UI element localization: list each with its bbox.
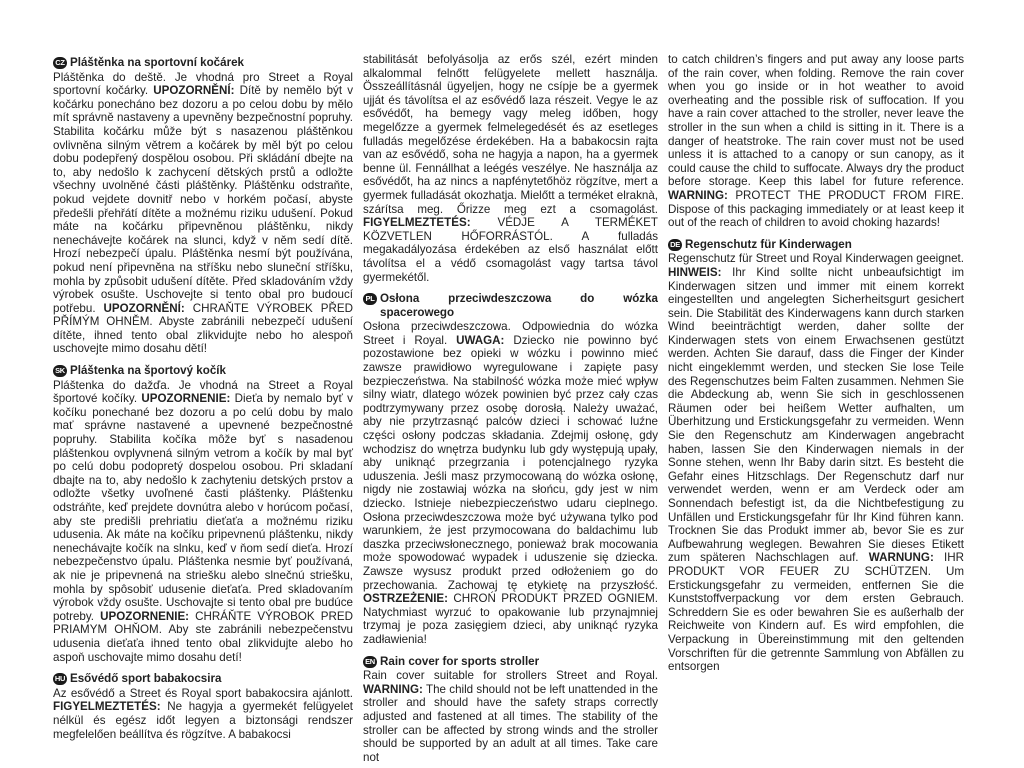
body-text: Regenschutz für Street und Royal Kinderwagen geeignet. <box>668 252 964 266</box>
body-text: VÉDJE A TERMÉKET KÖZVETLEN HŐFORRÁSTÓL. A fulladás megakadályozása érdekében az első használat előtt távolítsa el a védő csomagolást vagy tartsa távol gyermekétől. <box>363 216 658 284</box>
section-title: Esővédő sport babakocsira <box>70 672 222 686</box>
warning-label: UWAGA: <box>456 333 505 347</box>
language-badge-icon: HU <box>54 674 66 684</box>
section-title: Regenschutz für Kinderwagen <box>685 237 852 251</box>
warning-label: FIGYELMEZTETÉS: <box>363 216 471 230</box>
body-text: Pláštěnka do deště. Je vhodná pro Street a Royal sportovní kočárky. <box>53 70 353 98</box>
body-text: Osłona przeciwdeszczowa. Odpowiednia do wózka Street i Royal. <box>363 320 658 347</box>
section-title: Osłona przeciwdeszczowa do wózka spacerowego <box>380 292 658 319</box>
body-text: CHRAŇTE VÝROBEK PŘED PŘÍMÝM OHNĚM. Abyste zabránili nebezpečí udušení dítěte, ihned tento obal zlikvidujte nebo ho alespoň uschovejte mimo dosahu dětí! <box>53 301 354 356</box>
section-title: Pláštěnka na sportovní kočárek <box>70 56 244 69</box>
language-badge-icon: DE <box>668 239 682 251</box>
warning-label: UPOZORNENIE: <box>100 609 190 623</box>
section-heading <box>53 56 353 70</box>
language-badge-icon: PL <box>363 293 377 305</box>
section-body <box>363 320 658 646</box>
warning-label: WARNING: <box>668 188 728 202</box>
section-heading <box>53 364 353 378</box>
body-text: Dieťa by nemalo byť v kočíku ponechané bez dozoru a po celú dobu by malo mať správne nastavené a upevnené bezpečnostné popruhy. Stabilita kočíka môže byť s nasadenou pláštenkou ovplyvnená silným vetrom a kočík by mal byť po celú dobu podopretý dospelou osobou. Pri skladaní dbajte na to, aby nedošlo k zachyteniu detských prstov a odložte všetky uvoľnené časti pláštenky. Pláštenku odstráňte, keď prejdete dovnútra alebo v horúcom počasí, aby ste predišli prehriatiu dieťaťa a možnému riziku udusenia. Ak máte na kočíku pripevnenú pláštenku, nikdy nenechávajte kočík na slnku, keď v ňom sedí dieťa. Hrozí nebezpečenstvo úpalu. Pláštenka nesmie byť používaná, ak nie je pripevnená na striešku alebo slnečnú striešku, mohla by spôsobiť udusenie dieťaťa. Pred skladovaním výrobok vždy osušte. Uschovajte si tento obal pre budúce potreby. <box>53 392 353 623</box>
language-badge-icon: SK <box>53 365 67 377</box>
section-hu <box>53 672 353 741</box>
body-text: Pláštenka do dažďa. Je vhodná na Street a Royal športové kočíky. <box>53 378 353 406</box>
language-badge-icon: EN <box>363 656 377 668</box>
body-text: Dziecko nie powinno być pozostawione bez opieki w wózku i powinno mieć zawsze prawidłowo wyregulowane i zapięte pasy bezpieczeństwa. Na stabilność wózka może mieć wpływ silny wiatr, dlatego wózek powinien być przez cały czas podtrzymywany przez osobę dorosłą. Należy uważać, aby nie przytrzasnąć palców dzieci i schować luźne części osłony podczas składania. Zdejmij osłonę, gdy wchodzisz do wnętrza budynku lub gdy występują upały, aby uniknąć przegrzania i potencjalnego ryzyka uduszenia. Jeśli masz przymocowaną do wózka osłonę, nigdy nie zostawiaj wózka na słońcu, gdy jest w nim dziecko. Istnieje niebezpieczeństwo udaru cieplnego. Osłona przeciwdeszczowa może być używana tylko pod warunkiem, że jest przymocowana do baldachimu lub daszka przeciwsłonecznego, ponieważ brak mocowania może spowodować wypadek i uduszenie się dziecka. Zawsze wysusz produkt przed odłożeniem go do przechowania. Zachowaj tę etykietę na przyszłość. <box>363 333 658 592</box>
body-text: to catch children’s fingers and put away any loose parts of the rain cover, when folding. Remove the rain cover when you go inside or in hot weather to avoid overheating and the possible risk of suffocation. If you have a rain cover attached to the stroller, never leave the stroller in the sun when a child is sitting in it. There is a danger of heatstroke. The rain cover must not be used unless it is attached to a canopy or sun canopy, as it could cause the child to suffocate. Always dry the product before storage. Keep this label for future reference. <box>668 53 964 189</box>
body-text: Dítě by nemělo být v kočárku ponecháno bez dozoru a po celou dobu by mělo mít správně nastaveny a upevněny bezpečnostní popruhy. Stabilita kočárku může být s nasazenou pláštěnkou ovlivněna silným větrem a kočárek by měl být po celou dobu podepřený dospělou osobou. Při skládání dbejte na to, aby nedošlo k zachycení dětských prstů a odložte všechny uvolněné části pláštěnky. Pláštěnku odstraňte, pokud vejdete dovnitř nebo v horkém počasí, abyste předešli přehřátí dítěte a možnému riziku udušení. Pokud máte na kočárku připevněnou pláštěnku, nikdy nenechávejte kočárek na slunci, když v něm sedí dítě. Hrozí nebezpečí úpalu. Pláštěnka nesmí být používána, pokud není připevněna na stříšku nebo sluneční stříšku, mohla by způsobit udušení dítěte. Před skladováním vždy výrobek osušte. Uschovejte si tento obal pro budoucí potřebu. <box>53 84 353 315</box>
section-heading <box>363 655 658 669</box>
body-text: stabilitását befolyásolja az erős szél, ezért minden alkalommal felnőtt felügyelete mellett használja. Összeállításnál ügyeljen, hogy ne csípje be a gyermek ujját és távolítsa el az esővédő laza részeit. Vegye le az esővédőt, ha bemegy vagy meleg időben, hogy megelőzze a gyermek felmelegedését és az esetleges fulladás megelőzése érdekében. Ha a babakocsin rajta van az esővédő, soha ne hagyja a napon, ha a gyermek benne ül. Fennállhat a leégés veszélye. Ne használja az esővédőt, ha az nincs a napfénytetőhöz rögzítve, mert a gyermek fulladását okozhatja. Mielőtt a terméket elraknà, szárítsa meg. Őrizze meg ezt a csomagolást. <box>363 53 658 216</box>
warning-label: FIGYELMEZTETÉS: <box>53 700 161 714</box>
column-1 <box>53 53 353 741</box>
body-text: PROTECT THE PRODUCT FROM FIRE. Dispose of this packaging immediately or at least keep it out of the reach of children to avoid choking hazards! <box>668 188 964 230</box>
section-de <box>668 238 964 674</box>
warning-label: UPOZORNĚNÍ: <box>153 84 235 98</box>
warning-label: UPOZORNENIE: <box>141 392 231 406</box>
body-text: The child should not be left unattended in the stroller and should have the safety straps correctly adjusted and fastened at all times. The stability of the stroller can be affected by strong winds and the stroller should be supported by an adult at all times. Take care not <box>363 682 658 764</box>
section-heading <box>53 672 353 686</box>
section-body <box>53 687 353 741</box>
section-body <box>53 71 353 356</box>
section-en <box>363 655 658 765</box>
body-text: CHROŃ PRODUKT PRZED OGNIEM. Natychmiast wyrzuć to opakowanie lub przynajmniej trzymaj je poza zasięgiem dzieci, aby uniknąć ryzyka zadławienia! <box>363 592 658 646</box>
warning-label: WARNUNG: <box>868 551 934 565</box>
section-heading <box>363 292 658 319</box>
section-heading <box>668 238 964 252</box>
warning-label: OSTRZEŻENIE: <box>363 592 449 606</box>
language-badge-icon: CZ <box>53 57 67 69</box>
hu-continuation <box>363 53 658 284</box>
warning-label: UPOZORNĚNÍ: <box>103 301 185 315</box>
body-text: Ne hagyja a gyermekét felügyelet nélkül és egész időt legyen a biztonsági rendszer megfelelően beállítva és rögzítve. A babakocsi <box>53 700 353 741</box>
warning-label: HINWEIS: <box>668 265 722 279</box>
section-body <box>53 379 353 664</box>
section-title: Rain cover for sports stroller <box>380 654 540 668</box>
section-pl <box>363 292 658 646</box>
warning-label: WARNING: <box>363 682 423 696</box>
section-body <box>363 669 658 764</box>
body-text: Az esővédő a Street és Royal sport babakocsira ajánlott. <box>53 686 353 700</box>
section-sk <box>53 364 353 664</box>
body-text: Ihr Kind sollte nicht unbeaufsichtigt im Kinderwagen sitzen und immer mit einem korrekt eingestellten und angelegten Sicherheitsgurt gesichert sein. Die Stabilität des Kinderwagens kann durch starken Wind beeinträchtigt werden, daher sollte der Kinderwagen stets von einem Erwachsenen gestützt werden. Achten Sie darauf, dass die Finger der Kinder nicht eingeklemmt werden, und stecken Sie lose Teile des Regenschutzes beim Falten zusammen. Nehmen Sie die Abdeckung ab, wenn Sie sich in geschlossenen Räumen oder bei heißem Wetter aufhalten, um Überhitzung und Erstickungsgefahr zu vermeiden. Wenn Sie den Regenschutz am Kinderwagen angebracht haben, lassen Sie den Kinderwagen niemals in der Sonne stehen, wenn Ihr Baby darin sitzt. Es besteht die Gefahr eines Hitzschlags. Der Regenschutz darf nur verwendet werden, wenn er am Verdeck oder am Sonnendach befestigt ist, da die Nichtbefestigung zu Unfällen und Erstickungsgefahr für Ihr Kind führen kann. Trocknen Sie das Produkt immer ab, bevor Sie es zur Aufbewahrung weglegen. Bewahren Sie dieses Etikett zum späteren Nachschlagen auf. <box>668 265 964 565</box>
en-continuation <box>668 53 964 230</box>
section-body <box>668 252 964 673</box>
section-cz <box>53 56 353 356</box>
section-title: Pláštenka na športový kočík <box>70 364 226 378</box>
body-text: Rain cover suitable for strollers Street and Royal. <box>363 669 658 683</box>
column-3 <box>668 53 964 674</box>
body-text: IHR PRODUKT VOR FEUER ZU SCHÜTZEN. Um Erstickungsgefahr zu vermeiden, entfernen Sie die Kunststoffverpackung vor dem ersten Gebrauch. Schreddern Sie es oder bewahren Sie es außerhalb der Reichweite von Kindern auf. Es wird empfohlen, die Verpackung in Übereinstimmung mit den geltenden Vorschriften für die getrennte Sammlung von Abfällen zu entsorgen <box>668 551 965 674</box>
body-text: CHRÁŇTE VÝROBOK PRED PRIAMYM OHŇOM. Aby ste zabránili nebezpečenstvu udusenia dieťaťa ihned tento obal zlikvidujte alebo ho aspoň uschovajte mimo dosahu detí! <box>53 609 353 664</box>
column-2 <box>363 53 658 764</box>
